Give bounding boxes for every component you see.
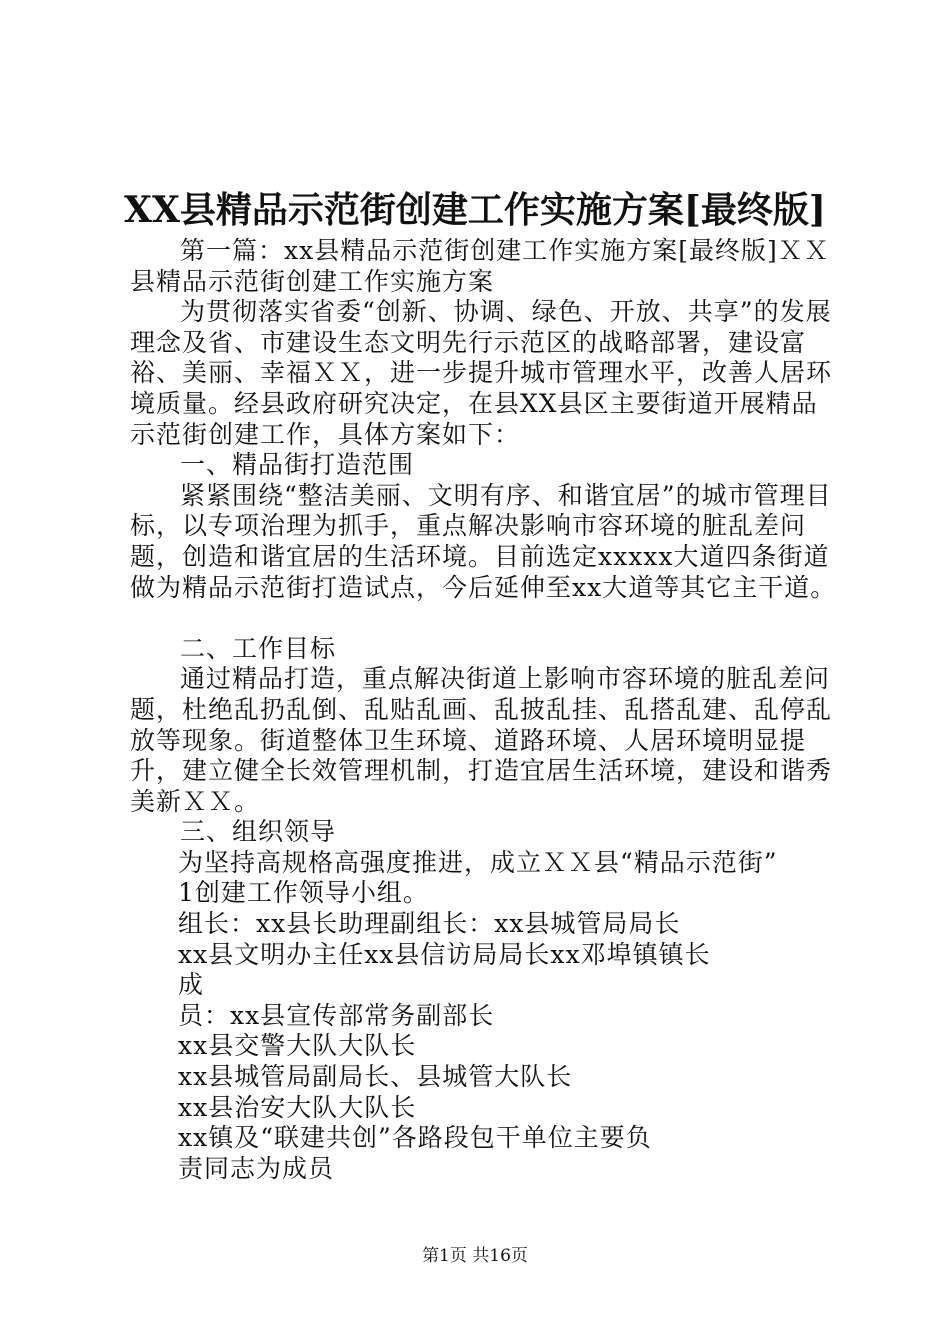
list-item: xx县城管局副局长、县城管大队长: [178, 1062, 573, 1092]
section-heading-goals: 二、工作目标: [180, 633, 337, 663]
page-footer: 第1页 共16页: [422, 1246, 528, 1266]
list-item: 组长：xx县长助理副组长：xx县城管局局长: [178, 909, 681, 939]
paragraph-leadership-group: 1创建工作领导小组。: [178, 878, 429, 908]
list-item: 成: [178, 970, 205, 1000]
document-body: [130, 236, 840, 1184]
blank-line: [130, 603, 840, 634]
paragraph-goals: 通过精品打造，重点解决街道上影响市容环境的脏乱差问题，杜绝乱扔乱倒、乱贴乱画、乱披乱挂、乱搭乱建、乱停乱放等现象。街道整体卫生环境、道路环境、人居环境明显提升，建立健全长效管理机制，打造宜居生活环境，建设和谐秀美新ＸＸ。: [130, 664, 833, 816]
list-item: xx县治安大队大队长: [178, 1092, 417, 1122]
list-item: 员：xx县宣传部常务副部长: [178, 1000, 495, 1030]
paragraph-background: 为贯彻落实省委“创新、协调、绿色、开放、共享”的发展理念及省、市建设生态文明先行示范区的战略部署，建设富裕、美丽、幸福ＸＸ，进一步提升城市管理水平，改善人居环境质量。经县政府研究决定，在县XX县区主要街道开展精品示范街创建工作，具体方案如下：: [130, 297, 833, 449]
list-item: xx镇及“联建共创”各路段包干单位主要负: [178, 1123, 652, 1153]
document-title: XX县精品示范街创建工作实施方案[最终版]: [124, 189, 826, 231]
paragraph-intro: 第一篇：xx县精品示范街创建工作实施方案[最终版]ＸＸ县精品示范街创建工作实施方案: [130, 236, 830, 296]
section-heading-leadership: 三、组织领导: [180, 817, 337, 847]
section-heading-scope: 一、精品街打造范围: [180, 450, 415, 480]
list-item: xx县文明办主任xx县信访局局长xx邓埠镇镇长: [178, 939, 711, 969]
list-item: 责同志为成员: [178, 1153, 335, 1183]
paragraph-leadership: 为坚持高规格高强度推进，成立ＸＸ县“精品示范街”: [178, 847, 778, 877]
paragraph-scope: 紧紧围绕“整洁美丽、文明有序、和谐宜居”的城市管理目标，以专项治理为抓手，重点解决影响市容环境的脏乱差问题，创造和谐宜居的生活环境。目前选定xxxxx大道四条街道做为精品示范街打造试点，今后延伸至xx大道等其它主干道。: [130, 480, 837, 602]
list-item: xx县交警大队大队长: [178, 1031, 417, 1061]
